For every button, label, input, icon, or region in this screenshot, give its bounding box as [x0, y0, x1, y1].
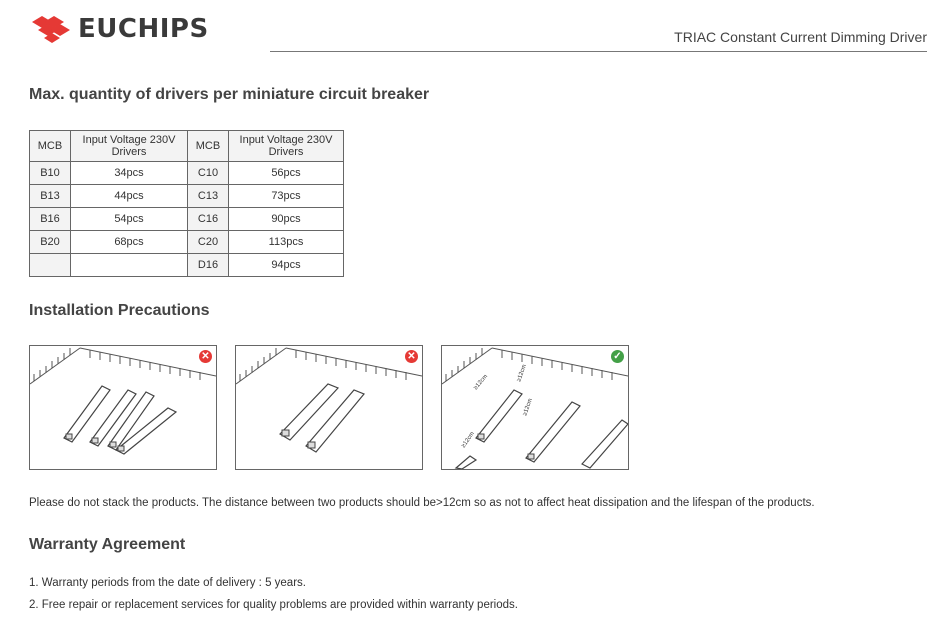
table-row — [30, 231, 344, 254]
table-cell: 113pcs — [229, 231, 344, 254]
warranty-item: 1. Warranty periods from the date of delivery : 5 years. — [29, 577, 306, 589]
table-cell: 90pcs — [229, 208, 344, 231]
document-title: TRIAC Constant Current Dimming Driver — [674, 29, 927, 45]
table-cell: C13 — [188, 185, 229, 208]
table-header-cell: Input Voltage 230V Drivers — [229, 131, 344, 162]
spacing-label: ≥12cm — [522, 397, 535, 417]
spacing-label: ≥12cm — [460, 430, 476, 450]
install-diagram-stacked-2 — [235, 345, 423, 470]
stacked-drivers-illustration — [30, 346, 216, 469]
mcb-section-title: Max. quantity of drivers per miniature circuit breaker — [29, 86, 430, 103]
table-cell: D16 — [188, 254, 229, 277]
table-header-cell: MCB — [30, 131, 71, 162]
table-header-cell: MCB — [188, 131, 229, 162]
correct-check-icon: ✓ — [611, 350, 624, 363]
table-row — [30, 254, 344, 277]
table-header-row — [30, 131, 344, 162]
table-header-cell: Input Voltage 230V Drivers — [71, 131, 188, 162]
page-header — [0, 0, 935, 55]
mcb-table — [29, 130, 344, 277]
euchips-logo — [30, 14, 209, 44]
incorrect-x-icon: ✕ — [199, 350, 212, 363]
table-cell: C20 — [188, 231, 229, 254]
warranty-section-title: Warranty Agreement — [29, 536, 186, 553]
table-cell: B13 — [30, 185, 71, 208]
install-diagram-stacked-1 — [29, 345, 217, 470]
table-cell: C16 — [188, 208, 229, 231]
table-cell — [30, 254, 71, 277]
table-cell: 44pcs — [71, 185, 188, 208]
table-row — [30, 208, 344, 231]
table-cell: 54pcs — [71, 208, 188, 231]
table-cell: C10 — [188, 162, 229, 185]
table-cell: 56pcs — [229, 162, 344, 185]
install-diagram-correct — [441, 345, 629, 470]
table-cell: 73pcs — [229, 185, 344, 208]
header-divider — [270, 51, 927, 52]
adjacent-drivers-illustration — [236, 346, 422, 469]
table-cell — [71, 254, 188, 277]
spacing-label: ≥12cm — [472, 373, 490, 392]
spaced-drivers-illustration — [442, 346, 628, 469]
warranty-item: 2. Free repair or replacement services for quality problems are provided within warranty periods. — [29, 599, 518, 611]
brand-name: EUCHIPS — [78, 14, 209, 44]
installation-note: Please do not stack the products. The distance between two products should be>12cm so as not to affect heat dissipation and the lifespan of the products. — [29, 497, 815, 509]
spacing-label: ≥12cm — [516, 363, 529, 383]
table-cell: B16 — [30, 208, 71, 231]
table-cell: 94pcs — [229, 254, 344, 277]
table-cell: B20 — [30, 231, 71, 254]
table-cell: 34pcs — [71, 162, 188, 185]
logo-mark-icon — [30, 14, 74, 44]
table-row — [30, 162, 344, 185]
table-cell: B10 — [30, 162, 71, 185]
table-row — [30, 185, 344, 208]
installation-section-title: Installation Precautions — [29, 302, 210, 319]
table-cell: 68pcs — [71, 231, 188, 254]
incorrect-x-icon: ✕ — [405, 350, 418, 363]
